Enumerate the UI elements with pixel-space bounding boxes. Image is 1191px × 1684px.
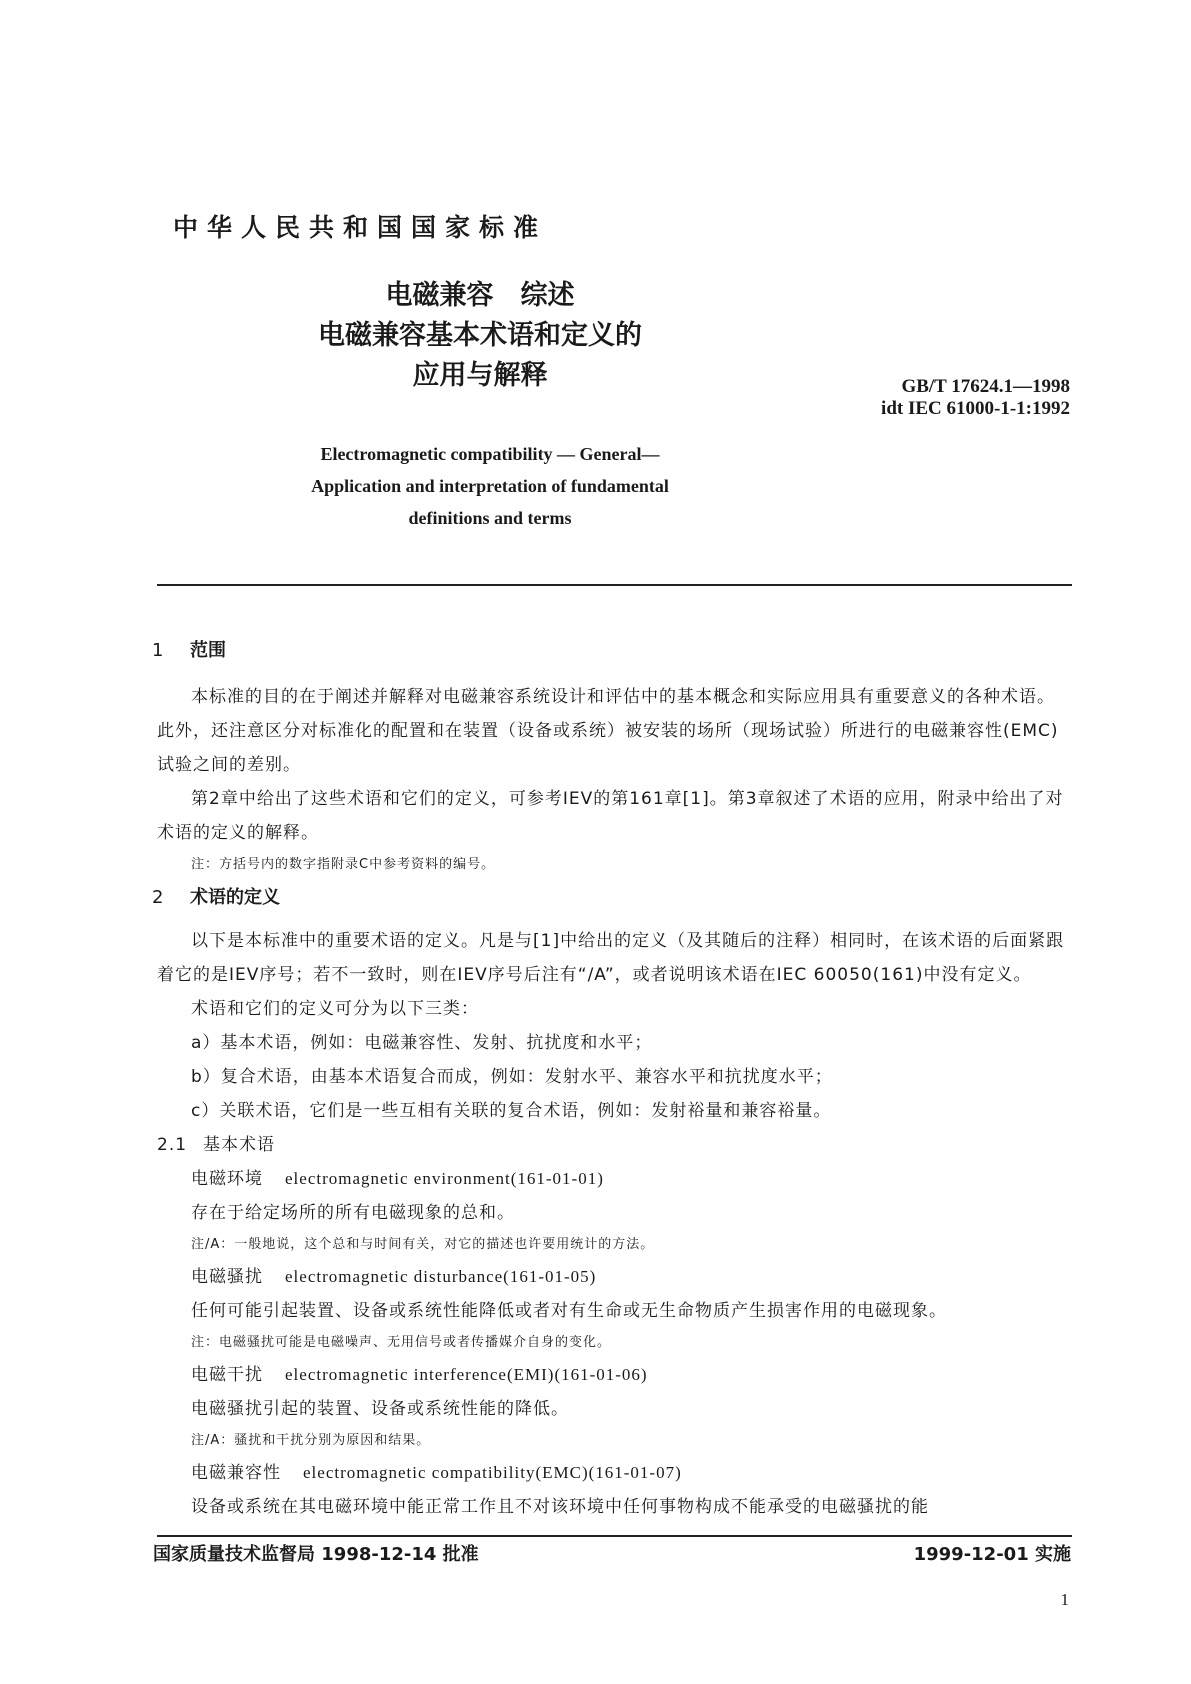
page-number: 1 <box>1060 1590 1069 1609</box>
term-en: electromagnetic interference(EMI)(161-01-06) <box>285 1365 648 1384</box>
term-entry <box>157 1456 1072 1490</box>
header-divider <box>157 584 1072 586</box>
section-2-body <box>157 924 1072 1524</box>
section-2-paragraph: 以下是本标准中的重要术语的定义。凡是与[1]中给出的定义（及其随后的注释）相同时，在该术语的后面紧跟着它的是IEV序号；若不一致时，则在IEV序号后注有“/A”，或者说明该术语在IEC 60050(161)中没有定义。 <box>157 931 1065 985</box>
list-item: b）复合术语，由基本术语复合而成，例如：发射水平、兼容水平和抗扰度水平； <box>191 1067 833 1087</box>
subsection-number: 2.1 <box>157 1135 188 1155</box>
subsection-title: 基本术语 <box>203 1135 275 1155</box>
title-cn-line-1: 电磁兼容 综述 <box>385 280 575 311</box>
section-2-paragraph: 术语和它们的定义可分为以下三类： <box>191 999 479 1019</box>
term-definition: 电磁骚扰引起的装置、设备或系统性能的降低。 <box>191 1399 569 1419</box>
list-item: a）基本术语，例如：电磁兼容性、发射、抗扰度和水平； <box>191 1033 653 1053</box>
term-note: 注/A：一般地说，这个总和与时间有关，对它的描述也许要用统计的方法。 <box>191 1237 655 1252</box>
implementation-text: 1999-12-01 实施 <box>913 1544 1071 1565</box>
term-entry <box>157 1358 1072 1392</box>
section-1-paragraph: 本标准的目的在于阐述并解释对电磁兼容系统设计和评估中的基本概念和实际应用具有重要意义的各种术语。此外，还注意区分对标准化的配置和在装置（设备或系统）被安装的场所（现场试验）所进行的电磁兼容性(EMC)试验之间的差别。 <box>157 687 1059 775</box>
section-1-body <box>157 680 1072 880</box>
title-cn-line-3: 应用与解释 <box>412 360 548 391</box>
term-en: electromagnetic compatibility(EMC)(161-01-07) <box>303 1463 682 1482</box>
section-1-number: 1 <box>152 640 164 661</box>
term-cn: 电磁兼容性 <box>191 1463 281 1483</box>
standard-idt: idt IEC 61000-1-1:1992 <box>881 398 1070 419</box>
title-en-line-2: Application and interpretation of fundamental <box>311 476 669 496</box>
section-1-paragraph: 第2章中给出了这些术语和它们的定义，可参考IEV的第161章[1]。第3章叙述了术语的应用，附录中给出了对术语的定义的解释。 <box>157 789 1064 843</box>
term-en: electromagnetic environment(161-01-01) <box>285 1169 604 1188</box>
section-1-note: 注：方括号内的数字指附录C中参考资料的编号。 <box>191 857 496 872</box>
subsection-2-1-heading <box>157 1128 1072 1162</box>
approval-text: 国家质量技术监督局 1998-12-14 批准 <box>153 1544 479 1565</box>
term-cn: 电磁环境 <box>191 1169 263 1189</box>
term-en: electromagnetic disturbance(161-01-05) <box>285 1267 597 1286</box>
term-note: 注：电磁骚扰可能是电磁噪声、无用信号或者传播媒介自身的变化。 <box>191 1335 612 1350</box>
section-2-number: 2 <box>152 887 164 908</box>
section-1-heading <box>152 636 226 662</box>
section-2-heading <box>152 883 280 909</box>
section-1-title: 范围 <box>190 640 226 661</box>
term-entry <box>157 1162 1072 1196</box>
term-cn: 电磁干扰 <box>191 1365 263 1385</box>
term-definition: 任何可能引起装置、设备或系统性能降低或者对有生命或无生命物质产生损害作用的电磁现象。 <box>191 1301 947 1321</box>
title-en-line-3: definitions and terms <box>408 508 572 528</box>
list-item: c）关联术语，它们是一些互相有关联的复合术语，例如：发射裕量和兼容裕量。 <box>191 1101 832 1121</box>
section-2-title: 术语的定义 <box>190 887 280 908</box>
term-note: 注/A：骚扰和干扰分别为原因和结果。 <box>191 1433 431 1448</box>
footer-divider <box>157 1535 1072 1537</box>
term-entry <box>157 1260 1072 1294</box>
term-definition: 设备或系统在其电磁环境中能正常工作且不对该环境中任何事物构成不能承受的电磁骚扰的能 <box>191 1497 929 1517</box>
title-cn-line-2: 电磁兼容基本术语和定义的 <box>318 320 642 351</box>
standard-number: GB/T 17624.1—1998 <box>901 376 1070 397</box>
term-definition: 存在于给定场所的所有电磁现象的总和。 <box>191 1203 515 1223</box>
title-en-line-1: Electromagnetic compatibility — General— <box>320 444 660 464</box>
term-cn: 电磁骚扰 <box>191 1267 263 1287</box>
national-standard-heading: 中华人民共和国国家标准 <box>172 213 547 242</box>
